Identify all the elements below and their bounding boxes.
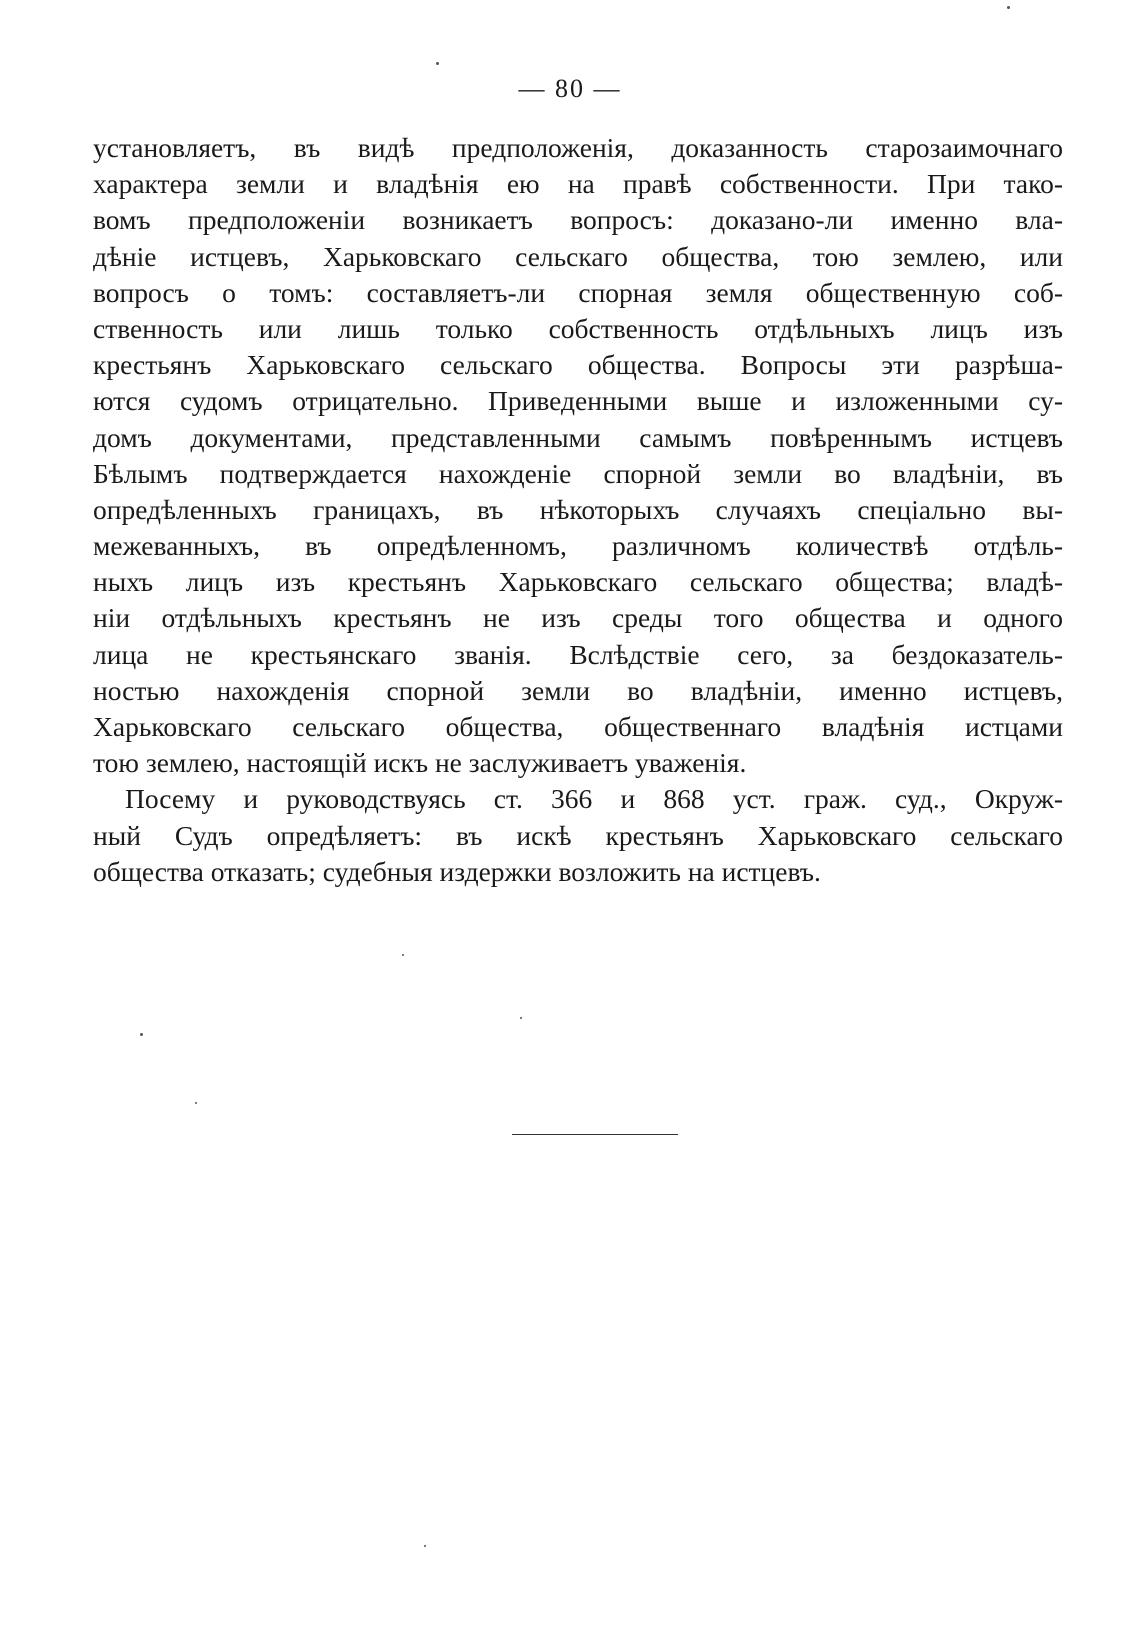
text-line: межеванныхъ, въ опредѣленномъ, различномъ количествѣ отдѣль- <box>93 530 1063 562</box>
text-line: дѣніе истцевъ, Харьковскаго сельскаго общества, тою землею, или <box>93 240 1063 272</box>
text-line: Бѣлымъ подтверждается нахожденіе спорной земли во владѣніи, въ <box>93 457 1063 489</box>
text-line: Посему и руководствуясь ст. 366 и 868 уст. граж. суд., Окруж- <box>125 783 1063 815</box>
body-text <box>93 130 1063 890</box>
text-line: домъ документами, представленными самымъ повѣреннымъ истцевъ <box>93 421 1063 453</box>
end-rule <box>512 1134 678 1135</box>
scan-speck <box>402 954 404 956</box>
text-line: Харьковскаго сельскаго общества, общественнаго владѣнія истцами <box>93 711 1063 742</box>
page-number: — 80 — <box>518 74 622 103</box>
scan-speck <box>195 1102 197 1104</box>
text-line: вомъ предположеніи возникаетъ вопросъ: доказано-ли именно вла- <box>93 204 1063 236</box>
text-line: ностью нахожденія спорной земли во владѣніи, именно истцевъ, <box>93 674 1063 706</box>
text-line: лица не крестьянскаго званія. Вслѣдствіе сего, за бездоказатель- <box>93 638 1063 670</box>
text-line: ніи отдѣльныхъ крестьянъ не изъ среды того общества и одного <box>93 602 1063 634</box>
text-line: установляетъ, въ видѣ предположенія, доказанность старозаимочнаго <box>93 132 1063 163</box>
text-line: характера земли и владѣнія ею на правѣ собственности. При тако- <box>93 168 1063 200</box>
text-line: ются судомъ отрицательно. Приведенными выше и изложенными су- <box>93 385 1063 417</box>
scan-speck <box>140 1033 143 1036</box>
text-line: опредѣленныхъ границахъ, въ нѣкоторыхъ случаяхъ спеціально вы- <box>93 493 1063 525</box>
scan-speck <box>436 62 439 65</box>
text-line: ственность или лишь только собственность отдѣльныхъ лицъ изъ <box>93 312 1063 344</box>
scan-speck <box>1007 6 1010 9</box>
text-line: тою землею, настоящій искъ не заслуживаетъ уваженія. <box>93 747 747 779</box>
text-line: вопросъ о томъ: составляетъ-ли спорная земля общественную соб- <box>93 276 1063 308</box>
text-line: ный Судъ опредѣляетъ: въ искѣ крестьянъ Харьковскаго сельскаго <box>93 819 1063 851</box>
text-line: общества отказать; судебныя издержки возложить на истцевъ. <box>93 855 821 887</box>
scan-speck <box>520 1017 522 1019</box>
text-line: ныхъ лицъ изъ крестьянъ Харьковскаго сельскаго общества; владѣ- <box>93 566 1063 598</box>
text-line: крестьянъ Харьковскаго сельскаго общества. Вопросы эти разрѣша- <box>93 349 1063 381</box>
scan-speck <box>424 1545 426 1547</box>
